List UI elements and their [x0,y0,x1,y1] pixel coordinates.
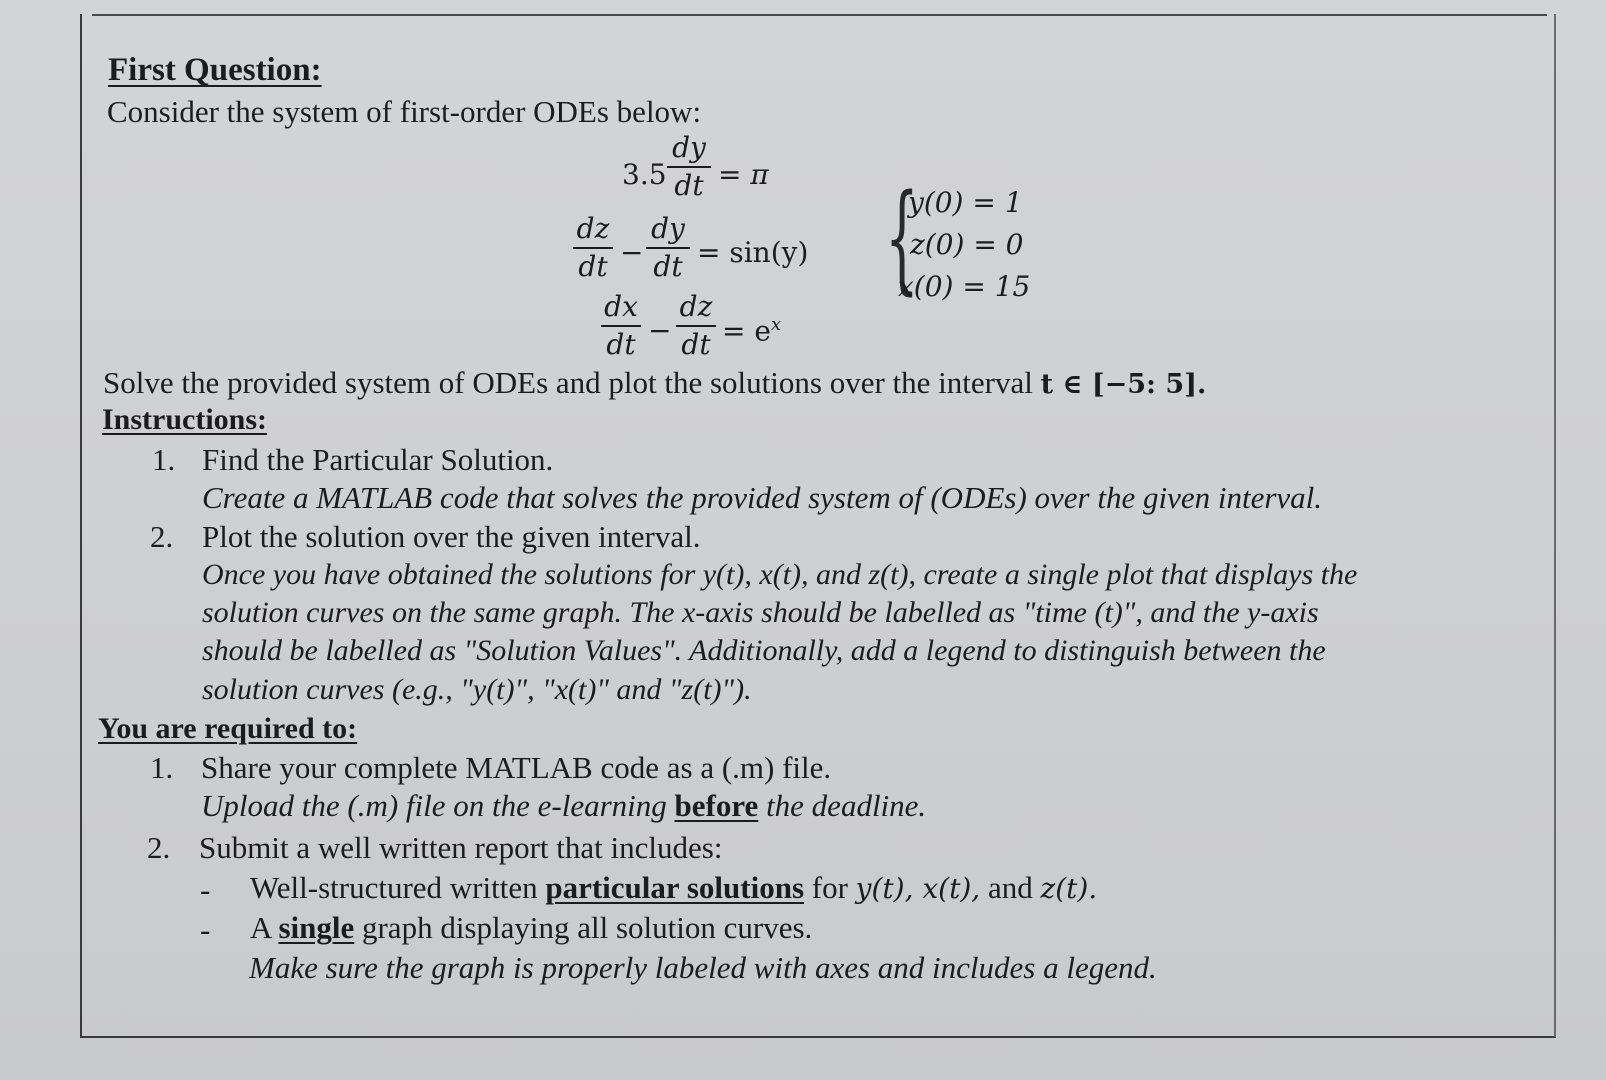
eq3-minus: − [648,314,672,347]
solve-instruction [103,365,1206,401]
eq2-numerator-1: dz [576,212,610,245]
eq3-denominator-2: dt [681,328,711,361]
bullet-dash-2: - [200,912,211,947]
eq2-denominator-1: dt [578,250,608,283]
eq3-rhs-base: = e [722,314,771,348]
bullet-1-math: y(t), x(t), [855,872,981,905]
eq1-numerator: dy [672,131,706,164]
eq3-fraction-1 [601,290,641,361]
instruction-2-number: 2. [150,519,174,554]
bullet-1-text [250,870,1097,906]
bullet-3-text: Make sure the graph is properly labeled with axes and includes a legend. [249,950,1157,985]
eq3-numerator-1: dx [604,290,638,323]
eq2-fraction-1 [573,212,613,283]
instruction-2-detail-line-1: Once you have obtained the solutions for y(t), x(t), and z(t), create a single plot that displays the [202,558,1358,591]
bullet-2-post: graph displaying all solution curves. [354,910,813,945]
eq2-denominator-2: dt [653,250,683,283]
eq1-rhs: = π [718,158,769,191]
required-1-subtext [201,788,926,824]
eq1-denominator: dt [674,169,704,202]
left-brace-icon: { [885,168,919,306]
required-2-text: Submit a well written report that includes: [199,830,723,865]
eq3-denominator-1: dt [606,328,636,361]
instructions-heading: Instructions: [102,403,268,436]
bullet-1-emphasis: particular solutions [545,870,805,905]
intro-text: Consider the system of first-order ODEs below: [107,94,702,129]
eq1-coefficient: 3.5 [622,158,667,191]
instruction-1-title: Find the Particular Solution. [202,442,554,477]
eq2-minus: − [620,236,644,269]
required-1-number: 1. [150,750,174,785]
bullet-1-and: and [980,870,1041,905]
bullet-2-pre: A [250,910,279,945]
initial-condition-y: y(0) = 1 [908,186,1023,219]
instruction-2-detail-line-4: solution curves (e.g., "y(t)", "x(t)" and "z(t)"). [202,673,752,706]
question-heading: First Question: [108,52,322,88]
instruction-1-detail: Create a MATLAB code that solves the provided system of (ODEs) over the given interval. [202,480,1323,515]
required-1-emphasis: before [674,788,759,823]
eq1-fraction [667,131,711,202]
bullet-dash-1: - [200,872,211,907]
bullet-1-math-2: z(t). [1040,872,1098,905]
eq2-numerator-2: dy [651,212,685,245]
required-2-number: 2. [147,830,171,865]
initial-condition-x: x(0) = 15 [898,270,1031,303]
eq2-rhs: = sin(y) [697,236,809,269]
eq3-fraction-2 [676,290,716,361]
bullet-1-post: for [804,870,856,905]
interval-text: t ∈ [−5: 5]. [1040,369,1207,400]
required-1-subtext-post: the deadline. [758,788,927,823]
solve-text: Solve the provided system of ODEs and plot the solutions over the interval [103,365,1033,400]
instruction-1-number: 1. [152,442,176,477]
instruction-2-detail-line-2: solution curves on the same graph. The x-axis should be labelled as "time (t)", and the y-axis [202,596,1319,629]
bullet-2-text [250,910,812,946]
eq3-rhs-exponent: x [770,314,782,335]
required-1-text: Share your complete MATLAB code as a (.m) file. [201,750,832,785]
bullet-1-pre: Well-structured written [250,870,546,905]
eq3-numerator-2: dz [679,290,713,323]
instruction-2-detail-line-3: should be labelled as "Solution Values". Additionally, add a legend to distinguish between the [202,634,1326,667]
eq3-rhs [722,314,781,347]
eq2-fraction-2 [646,212,690,283]
bullet-2-emphasis: single [278,910,355,945]
instruction-2-title: Plot the solution over the given interval. [202,519,701,554]
required-heading: You are required to: [98,712,358,745]
required-1-subtext-pre: Upload the (.m) file on the e-learning [201,788,675,823]
initial-condition-z: z(0) = 0 [910,228,1024,261]
